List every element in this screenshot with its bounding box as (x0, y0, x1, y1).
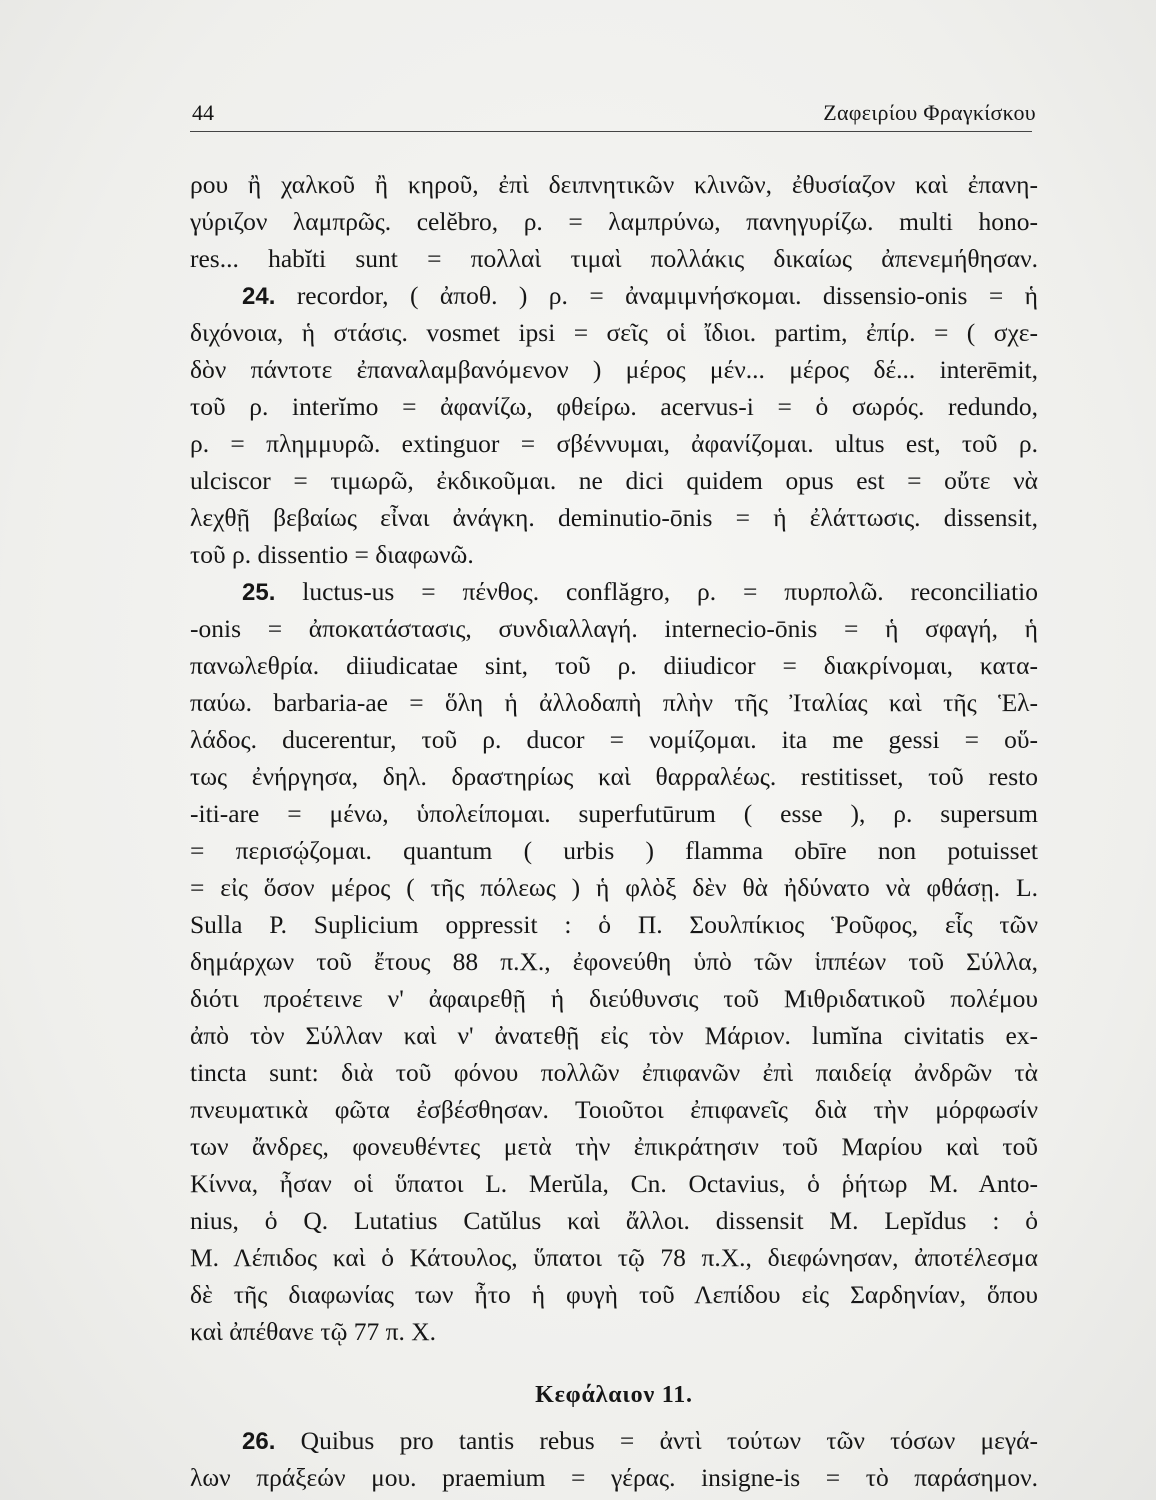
text-line: Sulla P. Suplicium oppressit : ὁ Π. Σουλπίκιος Ῥοῦφος, εἷς τῶν (190, 910, 1038, 939)
text-line: τοῦ ρ. dissentio = διαφωνῶ. (190, 540, 474, 569)
text-line: λεχθῇ βεβαίως εἶναι ἀνάγκη. deminutio-ōnis = ἡ ἐλάττωσις. dissensit, (190, 503, 1038, 532)
text-line: ρ. = πλημμυρῶ. extinguor = σβέννυμαι, ἀφανίζομαι. ultus est, τοῦ ρ. (190, 429, 1038, 458)
text-line: των ἄνδρες, φονευθέντες μετὰ τὴν ἐπικράτησιν τοῦ Μαρίου καὶ τοῦ (190, 1132, 1038, 1161)
text-line: = περισῴζομαι. quantum ( urbis ) flamma obīre non potuisset (190, 836, 1038, 865)
section-25-line (190, 573, 1038, 610)
page-header (190, 96, 1036, 130)
text-line: γύριζον λαμπρῶς. celĕbro, ρ. = λαμπρύνω, πανηγυρίζω. multi hono- (190, 207, 1038, 236)
text-line: δὸν πάντοτε ἐπαναλαμβανόμενον ) μέρος μέν... μέρος δέ... interēmit, (190, 355, 1038, 384)
text-line: πανωλεθρία. diiudicatae sint, τοῦ ρ. diiudicor = διακρίνομαι, κατα- (190, 651, 1038, 680)
text-line: luctus-us = πένθος. conflăgro, ρ. = πυρπολῶ. reconciliatio (302, 577, 1038, 606)
text-line: recordor, ( ἀποθ. ) ρ. = ἀναμιμνήσκομαι. dissensio-onis = ἡ (296, 281, 1038, 310)
text-line: = εἰς ὅσον μέρος ( τῆς πόλεως ) ἡ φλὸξ δὲν θὰ ἠδύνατο νὰ φθάσῃ. L. (190, 873, 1038, 902)
text-line: καὶ ἀπέθανε τῷ 77 π. Χ. (190, 1317, 437, 1346)
text-line: διχόνοια, ἡ στάσις. vosmet ipsi = σεῖς οἱ ἴδιοι. partim, ἐπίρ. = ( σχε- (190, 318, 1038, 347)
text-line: tincta sunt: διὰ τοῦ φόνου πολλῶν ἐπιφανῶν ἐπὶ παιδείᾳ ἀνδρῶν τὰ (190, 1058, 1038, 1087)
section-number: 24. (242, 283, 276, 310)
text-line: διότι προέτεινε ν' ἀφαιρεθῇ ἡ διεύθυνσις τοῦ Μιθριδατικοῦ πολέμου (190, 984, 1038, 1013)
text-line: res... habĭti sunt = πολλαὶ τιμαὶ πολλάκις δικαίως ἀπενεμήθησαν. (190, 244, 1038, 273)
text-line: nius, ὁ Q. Lutatius Catŭlus καὶ ἄλλοι. dissensit M. Lepĭdus : ὁ (190, 1206, 1038, 1235)
section-26-line (190, 1422, 1038, 1459)
text-line: δὲ τῆς διαφωνίας των ἦτο ἡ φυγὴ τοῦ Λεπίδου εἰς Σαρδηνίαν, ὅπου (190, 1280, 1038, 1309)
text-line: λων πράξεών μου. praemium = γέρας. insigne-is = τὸ παράσημον. (190, 1463, 1038, 1492)
text-line: -iti-are = μένω, ὑπολείπομαι. superfutūrum ( esse ), ρ. supersum (190, 799, 1038, 828)
text-line: Μ. Λέπιδος καὶ ὁ Κάτουλος, ὕπατοι τῷ 78 π.Χ., διεφώνησαν, ἀποτέλεσμα (190, 1243, 1038, 1272)
text-line: λάδος. ducerentur, τοῦ ρ. ducor = νομίζομαι. ita me gessi = οὕ- (190, 725, 1038, 754)
section-number: 25. (242, 579, 276, 606)
header-rule (190, 131, 1032, 132)
text-line: πνευματικὰ φῶτα ἐσβέσθησαν. Τοιοῦτοι ἐπιφανεῖς διὰ τὴν μόρφωσίν (190, 1095, 1038, 1124)
text-line: Quibus pro tantis rebus = ἀντὶ τούτων τῶν τόσων μεγά- (300, 1426, 1038, 1455)
section-24-line (190, 277, 1038, 314)
text-line: Κίννα, ἦσαν οἱ ὕπατοι L. Merŭla, Cn. Octavius, ὁ ῥήτωρ M. Anto- (190, 1169, 1038, 1198)
text-line: παύω. barbaria-ae = ὅλη ἡ ἀλλοδαπὴ πλὴν τῆς Ἰταλίας καὶ τῆς Ἑλ- (190, 688, 1038, 717)
running-head: Ζαφειρίου Φραγκίσκου (823, 100, 1036, 125)
section-number: 26. (242, 1428, 276, 1455)
text-line: τοῦ ρ. interĭmo = ἀφανίζω, φθείρω. acervus-i = ὁ σωρός. redundo, (190, 392, 1038, 421)
page-number: 44 (192, 100, 214, 125)
text-line: ρου ἢ χαλκοῦ ἢ κηροῦ, ἐπὶ δειπνητικῶν κλινῶν, ἐθυσίαζον καὶ ἐπανη- (190, 170, 1038, 199)
chapter-heading: Κεφάλαιον 11. (535, 1382, 693, 1408)
text-line: ἀπὸ τὸν Σύλλαν καὶ ν' ἀνατεθῇ εἰς τὸν Μάριον. lumĭna civitatis ex- (190, 1021, 1038, 1050)
text-line: -onis = ἀποκατάστασις, συνδιαλλαγή. internecio-ōnis = ἡ σφαγή, ἡ (190, 614, 1038, 643)
body-text (190, 166, 1038, 1496)
text-line: τως ἐνήργησα, δηλ. δραστηρίως καὶ θαρραλέως. restitisset, τοῦ resto (190, 762, 1038, 791)
text-line: δημάρχων τοῦ ἔτους 88 π.Χ., ἐφονεύθη ὑπὸ τῶν ἱππέων τοῦ Σύλλα, (190, 947, 1038, 976)
text-line: ulciscor = τιμωρῶ, ἐκδικοῦμαι. ne dici quidem opus est = οὔτε νὰ (190, 466, 1038, 495)
